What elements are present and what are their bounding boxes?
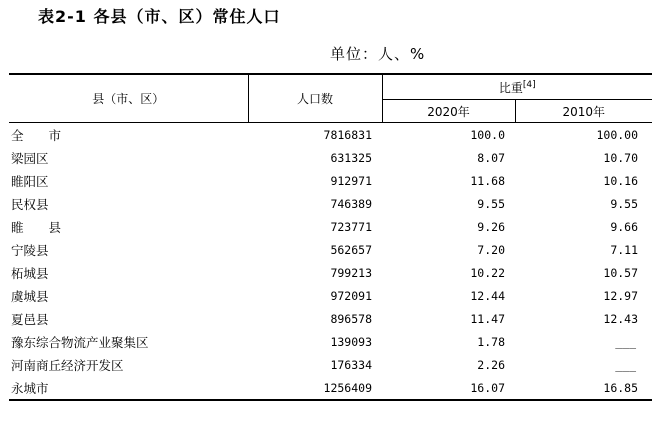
share-2020-value: 7.20 [477,242,505,257]
population-value: 896578 [330,311,372,326]
header-region: 县（市、区） [9,74,248,123]
unit-label: 单位：人、% [330,45,426,63]
share-2020-value: 9.55 [477,196,505,211]
region-name: 柘城县 [11,265,49,281]
population-value: 562657 [330,242,372,257]
share-2010-value: 100.00 [596,127,639,142]
population-value: 7816831 [323,127,372,142]
region-name: 睢阳区 [11,173,49,189]
population-value: 139093 [330,334,372,349]
table-row [9,376,652,400]
region-name: 全 市 [11,127,62,143]
share-2010-value: 12.97 [603,288,639,303]
population-value: 912971 [330,173,372,188]
population-value: 746389 [330,196,372,211]
share-2020-value: 2.26 [477,357,505,372]
table-row [9,284,652,307]
header-share [382,74,652,100]
share-2010-value: 7.11 [610,242,639,257]
population-value: 723771 [330,219,372,234]
region-name: 夏邑县 [11,311,49,327]
table-title: 表2-1 各县（市、区）常住人口 [38,7,281,26]
share-2010-value: 16.85 [515,376,652,400]
table-row [9,261,652,284]
share-2020-value: 11.47 [470,311,505,326]
share-2010-value: 12.43 [603,311,639,326]
header-year-2020: 2020年 [382,100,515,123]
share-2020-value: 10.22 [470,265,505,280]
share-2010-value: 10.16 [603,173,639,188]
table-row [9,238,652,261]
table-body [9,123,652,401]
table-row [9,307,652,330]
share-2020-value: 1.78 [477,334,505,349]
share-2020-value: 100.0 [470,127,505,142]
population-value: 1256409 [248,376,382,400]
region-name: 虞城县 [11,288,49,304]
share-2020-value: 16.07 [382,376,515,400]
table-row [9,146,652,169]
region-name: 宁陵县 [11,242,49,258]
header-share-label: 比重 [498,80,523,95]
region-name: 梁园区 [11,150,49,166]
share-2010-value: 9.66 [610,219,639,234]
share-2020-value: 12.44 [470,288,505,303]
population-value: 176334 [330,357,372,372]
population-table [9,73,652,401]
population-value: 972091 [330,288,372,303]
region-name: 睢 县 [11,219,62,235]
table-row [9,215,652,238]
region-name: 豫东综合物流产业聚集区 [11,334,149,350]
region-name: 河南商丘经济开发区 [11,357,124,373]
region-name: 民权县 [11,196,49,212]
header-population: 人口数 [248,74,382,123]
share-2010-value: 10.70 [603,150,639,165]
population-value: 631325 [330,150,372,165]
share-2010-value: 10.57 [603,265,639,280]
population-value: 799213 [330,265,372,280]
table-row [9,169,652,192]
share-2020-value: 11.68 [470,173,505,188]
table-row [9,330,652,353]
share-2020-value: 8.07 [477,150,505,165]
share-2010-value: ___ [615,334,637,349]
footnote-ref: [4] [522,79,536,90]
table-row [9,192,652,215]
region-name: 永城市 [9,376,248,400]
header-year-2010: 2010年 [515,100,652,123]
share-2020-value: 9.26 [477,219,505,234]
table-row [9,123,652,147]
share-2010-value: 9.55 [610,196,639,211]
table-row [9,353,652,376]
share-2010-value: ___ [615,357,637,372]
